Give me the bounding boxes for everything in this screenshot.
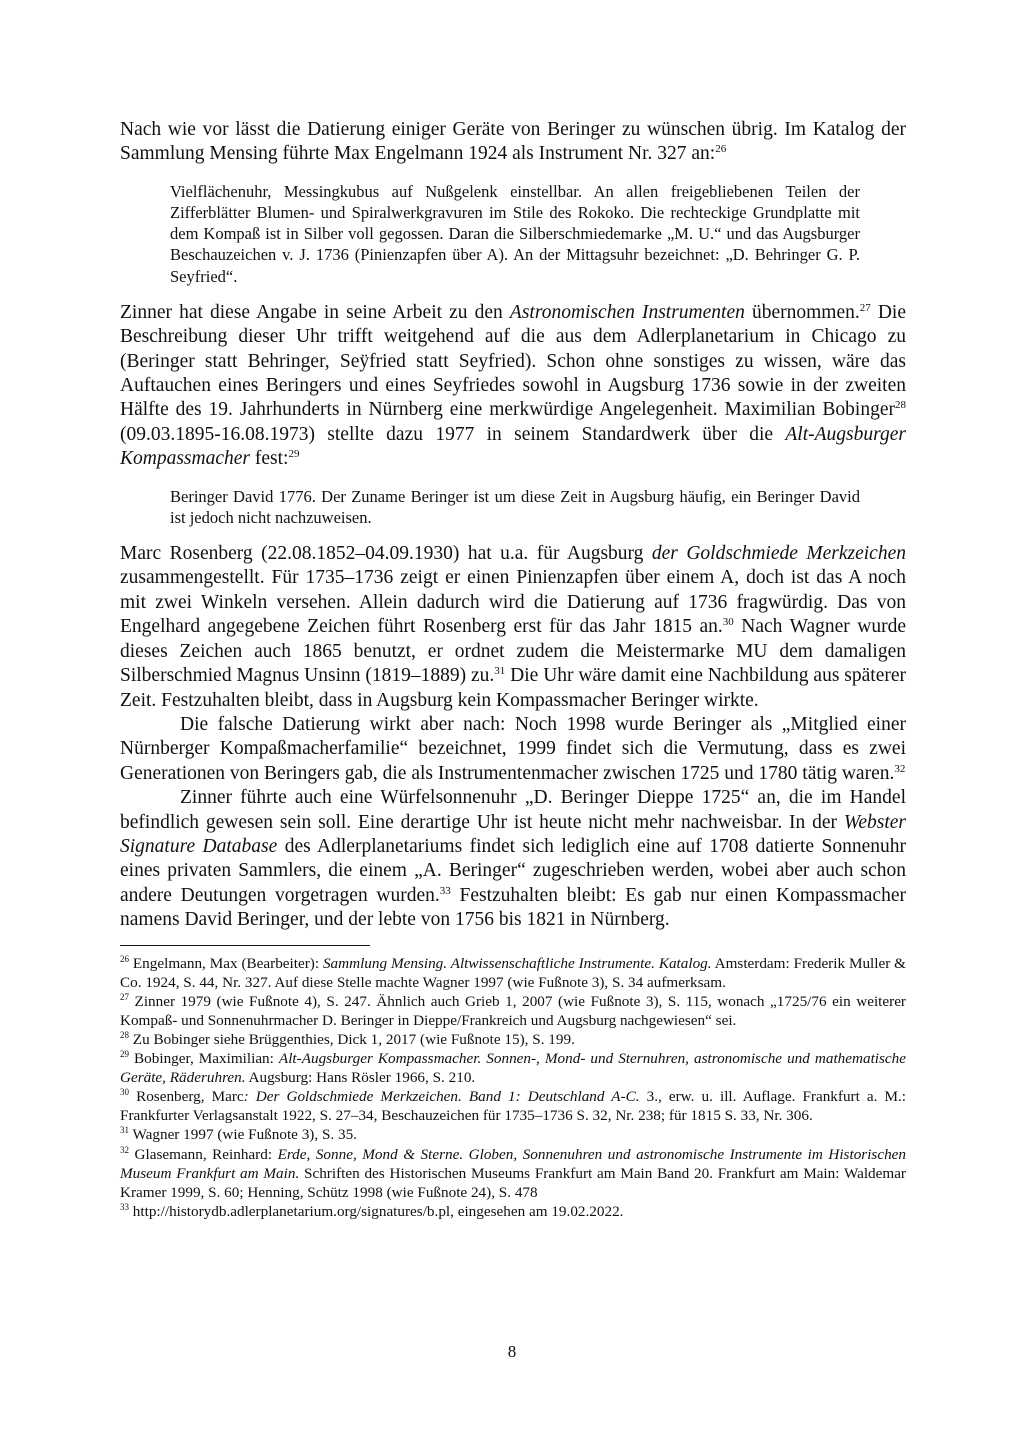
paragraph-text: fest:	[250, 448, 289, 470]
paragraph-text: Die Uhr wäre damit eine Nachbildung aus späterer Zeit. Festzuhalten bleibt, dass in Augsburg kein Kompassmacher Beringer wirkte.	[120, 665, 906, 711]
footnote-ref[interactable]: 30	[722, 616, 734, 629]
footnote-text: Schriften des Historischen Museums Frankfurt am Main Band 20. Frankfurt am Main: Waldemar Kramer 1999, S. 60; Henning, Schütz 1998 (wie Fußnote 24), S. 478	[120, 1164, 906, 1201]
footnote-text: Bobinger, Maximilian:	[129, 1050, 279, 1068]
footnote-30	[120, 1087, 906, 1125]
footnote-separator	[120, 945, 370, 946]
footnote-33	[120, 1202, 906, 1221]
footnote-text: Zu Bobinger siehe Brüggenthies, Dick 1, 2017 (wie Fußnote 15), S. 199.	[129, 1030, 575, 1048]
footnote-ref[interactable]: 27	[859, 301, 871, 314]
footnote-number: 28	[120, 1029, 129, 1040]
paragraph-text: übernommen.	[744, 301, 860, 323]
footnote-29	[120, 1049, 906, 1087]
footnote-ref[interactable]: 28	[895, 399, 906, 412]
block-quote-2: Beringer David 1776. Der Zuname Beringer ist um diese Zeit in Augsburg häufig, ein Beringer David ist jedoch nicht nachzuweisen.	[170, 486, 860, 527]
footnote-number: 32	[120, 1144, 129, 1155]
paragraph-text: zusammengestellt. Für 1735–1736 zeigt er einen Pinienzapfen über einem A, doch ist das A noch mit zwei Winkeln versehen. Allein dadurch wird die Datierung auf 1736 fragwürdig. Das von Engelhard angegebene Zeichen führt Rosenberg erst für das Jahr 1815 an.	[120, 567, 906, 638]
footnote-ref[interactable]: 26	[715, 143, 727, 156]
page-number: 8	[507, 1342, 517, 1361]
paragraph-text: Nach Wagner wurde dieses Zeichen auch 1865 benutzt, er ordnet zudem die Meistermarke MU dem damaligen Silberschmied Magnus Unsinn (1819–1889) zu.	[120, 616, 906, 687]
footnote-26	[120, 954, 906, 992]
paragraph-text: des Adlerplanetariums findet sich lediglich eine auf 1708 datierte Sonnenuhr eines privaten Sammlers, die einem „A. Beringer“ zugeschrieben werden, wobei aber auch schon andere Deutungen vorgetragen wurden.	[120, 835, 906, 906]
footnote-ref[interactable]: 31	[494, 665, 506, 678]
footnote-text: Wagner 1997 (wie Fußnote 3), S. 35.	[129, 1126, 357, 1144]
footnote-28	[120, 1030, 906, 1049]
paragraph-text: Nach wie vor lässt die Datierung einiger Geräte von Beringer zu wünschen übrig. Im Katalog der Sammlung Mensing führte Max Engelmann 1924 als Instrument Nr. 327 an:	[120, 119, 906, 165]
paragraph-text: Festzuhalten bleibt: Es gab nur einen Kompassmacher namens David Beringer, und der lebte von 1756 bis 1821 in Nürnberg.	[120, 884, 906, 931]
block-quote-1: Vielflächenuhr, Messingkubus auf Nußgelenk einstellbar. An allen freigebliebenen Teilen der Zifferblätter Blumen- und Spiralwerkgravuren im Stile des Rokoko. Die rechteckige Grundplatte mit dem Kompaß ist in Silber voll gegossen. Daran die Silberschmiedemarke „M. U.“ und das Augsburger Beschauzeichen v. J. 1736 (Pinienzapfen über A). An der Mittagsuhr bezeichnet: „D. Behringer G. P. Seyfried“.	[170, 181, 860, 286]
paragraph-text: Die falsche Datierung wirkt aber nach: Noch 1998 wurde Beringer als „Mitglied einer Nürnberger Kompaßmacherfamilie“ bezeichnet, 1999 findet sich die Vermutung, dass es zwei Generationen von Beringers gab, die als Instrumentenmacher zwischen 1725 und 1780 tätig waren.	[120, 713, 906, 784]
footnote-number: 27	[120, 991, 129, 1002]
footnote-ref[interactable]: 29	[288, 448, 300, 461]
paragraph-text: Zinner führte auch eine Würfelsonnenuhr „D. Beringer Dieppe 1725“ an, die im Handel befindlich gewesen sein soll. Eine derartige Uhr ist heute nicht mehr nachweisbar. In der	[120, 787, 906, 833]
footnote-title: Erde, Sonne, Mond & Sterne. Globen, Sonnenuhren und astronomische Instrumente im Historischen Museum Frankfurt am Main.	[120, 1145, 906, 1182]
footnote-32	[120, 1145, 906, 1202]
footnote-text: Rosenberg, Marc	[129, 1088, 244, 1106]
footnote-31	[120, 1125, 906, 1144]
footnote-number: 30	[120, 1087, 129, 1098]
footnote-text: Zinner 1979 (wie Fußnote 4), S. 247. Ähnlich auch Grieb 1, 2007 (wie Fußnote 3), S. 115, wonach „1725/76 ein weiterer Kompaß- und Sonnenuhrmacher D. Beringer in Dieppe/Frankreich und Augsburg nachgewiesen“ sei.	[120, 992, 906, 1029]
book-title: Alt-Augsburger Kompassmacher	[120, 423, 906, 470]
paragraph-text: Zinner hat diese Angabe in seine Arbeit zu den	[120, 301, 510, 323]
footnote-url-text[interactable]: http://historydb.adlerplanetarium.org/signatures/b.pl, eingesehen am 19.02.2022.	[129, 1202, 624, 1220]
footnote-number: 29	[120, 1049, 129, 1060]
paragraph-3	[120, 542, 906, 713]
footnote-27	[120, 992, 906, 1030]
footnote-text: Glasemann, Reinhard:	[129, 1145, 278, 1163]
paragraph-1	[120, 118, 906, 167]
footnotes	[120, 954, 906, 1221]
footnote-ref[interactable]: 32	[894, 762, 906, 775]
footnote-number: 31	[120, 1125, 129, 1136]
footnote-number: 33	[120, 1201, 129, 1212]
paragraph-4	[120, 713, 906, 786]
footnote-title: Alt-Augsburger Kompassmacher. Sonnen-, Mond- und Sternuhren, astronomische und mathematische Geräte, Räderuhren.	[120, 1050, 906, 1087]
footnote-title: Sammlung Mensing. Altwissenschaftliche Instrumente. Katalog.	[322, 954, 712, 972]
document-page	[120, 118, 906, 1221]
paragraph-2	[120, 301, 906, 472]
paragraph-text: Die Beschreibung dieser Uhr trifft weitgehend auf die aus dem Adlerplanetarium in Chicago zu (Beringer statt Behringer, Seÿfried statt Seyfried). Schon ohne sonstiges zu wissen, wäre das Auftauchen eines Beringers und eines Seyfriedes sowohl in Augsburg 1736 sowie in der zweiten Hälfte des 19. Jahrhunderts in Nürnberg eine merkwürdige Angelegenheit. Maximilian Bobinger	[120, 301, 906, 421]
database-title: Webster Signature Database	[120, 811, 906, 857]
book-title: der Goldschmiede Merkzeichen	[651, 543, 906, 565]
footnote-text: Augsburg: Hans Rösler 1966, S. 210.	[245, 1069, 476, 1087]
book-title: Astronomischen Instrumenten	[509, 301, 745, 323]
footnote-text: Engelmann, Max (Bearbeiter):	[129, 954, 323, 972]
paragraph-5	[120, 786, 906, 932]
footnote-title: : Der Goldschmiede Merkzeichen. Band 1: Deutschland A-C.	[243, 1088, 640, 1106]
footnote-text: 3., erw. u. ill. Auflage. Frankfurt a. M.: Frankfurter Verlagsanstalt 1922, S. 27–34, Beschauzeichen für 1735–1736 S. 32, Nr. 238; für 1815 S. 33, Nr. 306.	[120, 1088, 907, 1125]
footnote-ref[interactable]: 33	[439, 884, 451, 897]
paragraph-text: Marc Rosenberg (22.08.1852–04.09.1930) hat u.a. für Augsburg	[120, 543, 652, 565]
footnote-number: 26	[120, 953, 129, 964]
paragraph-text: (09.03.1895-16.08.1973) stellte dazu 1977 in seinem Standardwerk über die	[120, 423, 786, 445]
footnote-text: Amsterdam: Frederik Muller & Co. 1924, S. 44, Nr. 327. Auf diese Stelle machte Wagner 1997 (wie Fußnote 3), S. 34 aufmerksam.	[120, 954, 906, 991]
